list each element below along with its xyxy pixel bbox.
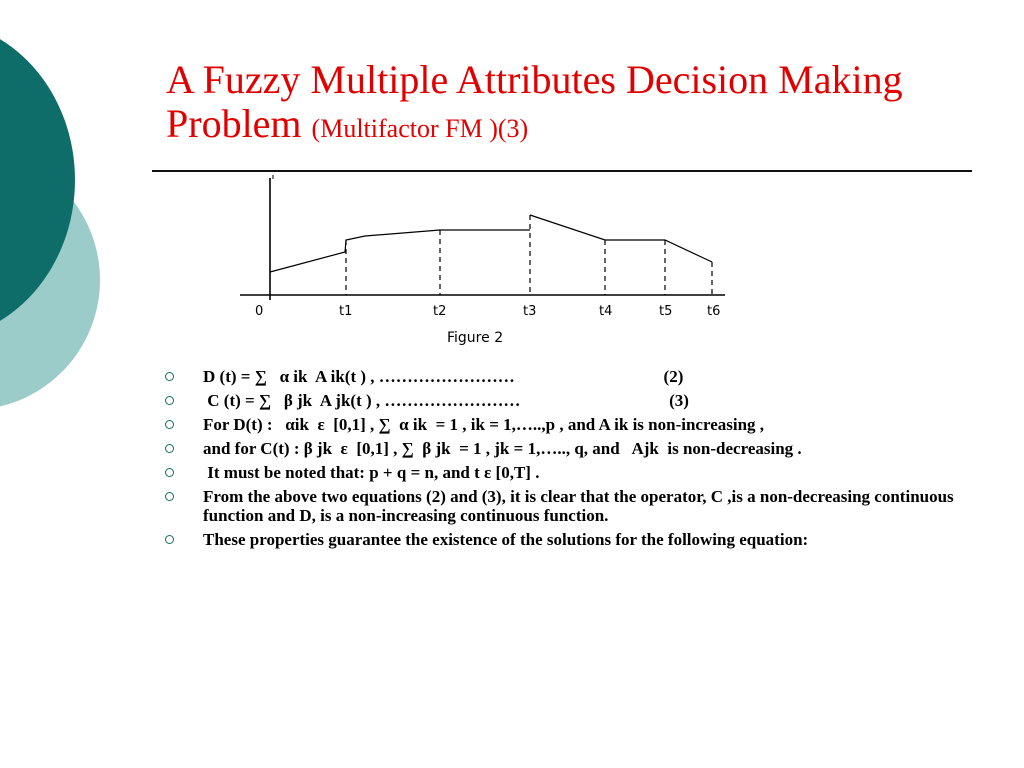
tick-label-t4: t4	[599, 304, 613, 319]
bullet-item	[162, 391, 992, 410]
bullet-list	[162, 367, 992, 554]
slide-title-subtitle: (Multifactor FM )(3)	[311, 114, 529, 143]
bullet-item	[162, 530, 992, 549]
tick-label-t5: t5	[659, 304, 673, 319]
figure-caption: Figure 2	[447, 330, 504, 346]
bullet-item	[162, 367, 992, 386]
tick-label-0: 0	[255, 304, 264, 319]
curve-segment-falling	[530, 215, 712, 262]
bullet-text-properties: From the above two equations (2) and (3), it is clear that the operator, C ,is a non-decreasing continuous function and D, is a non-increasing continuous function.	[203, 487, 958, 525]
bullet-text-c-conditions: and for C(t) : β jk ε [0,1] , ∑ β jk = 1 , jk = 1,….., q, and Ajk is non-decreasing .	[203, 439, 802, 458]
slide-title	[166, 58, 986, 151]
bullet-circle-icon	[165, 372, 174, 381]
bullet-text-note: It must be noted that: p + q = n, and t ε [0,T] .	[203, 463, 540, 482]
slide-title-main: A Fuzzy Multiple Attributes Decision Making Problem	[166, 57, 903, 146]
bullet-circle-icon	[165, 492, 174, 501]
bullet-text-d-equation: D (t) = ∑ α ik A ik(t ) , …………………… (2)	[203, 367, 684, 386]
bullet-item	[162, 415, 992, 434]
curve-segment-rising	[270, 230, 530, 272]
bullet-item	[162, 439, 992, 458]
bullet-item	[162, 487, 992, 525]
bullet-circle-icon	[165, 468, 174, 477]
tick-label-t3: t3	[523, 304, 537, 319]
bullet-circle-icon	[165, 420, 174, 429]
bullet-item	[162, 463, 992, 482]
bullet-text-d-conditions: For D(t) : αik ε [0,1] , ∑ α ik = 1 , ik = 1,…..,p , and A ik is non-increasing ,	[203, 415, 765, 434]
bullet-circle-icon	[165, 396, 174, 405]
bullet-circle-icon	[165, 535, 174, 544]
tick-label-t2: t2	[433, 304, 447, 319]
tick-label-t6: t6	[707, 304, 721, 319]
bullet-circle-icon	[165, 444, 174, 453]
bullet-text-guarantee: These properties guarantee the existence of the solutions for the following equation:	[203, 530, 809, 549]
tick-label-t1: t1	[339, 304, 353, 319]
bullet-text-c-equation: C (t) = ∑ β jk A jk(t ) , …………………… (3)	[203, 391, 689, 410]
figure-2	[225, 172, 755, 350]
figure-2-graph	[225, 172, 755, 350]
